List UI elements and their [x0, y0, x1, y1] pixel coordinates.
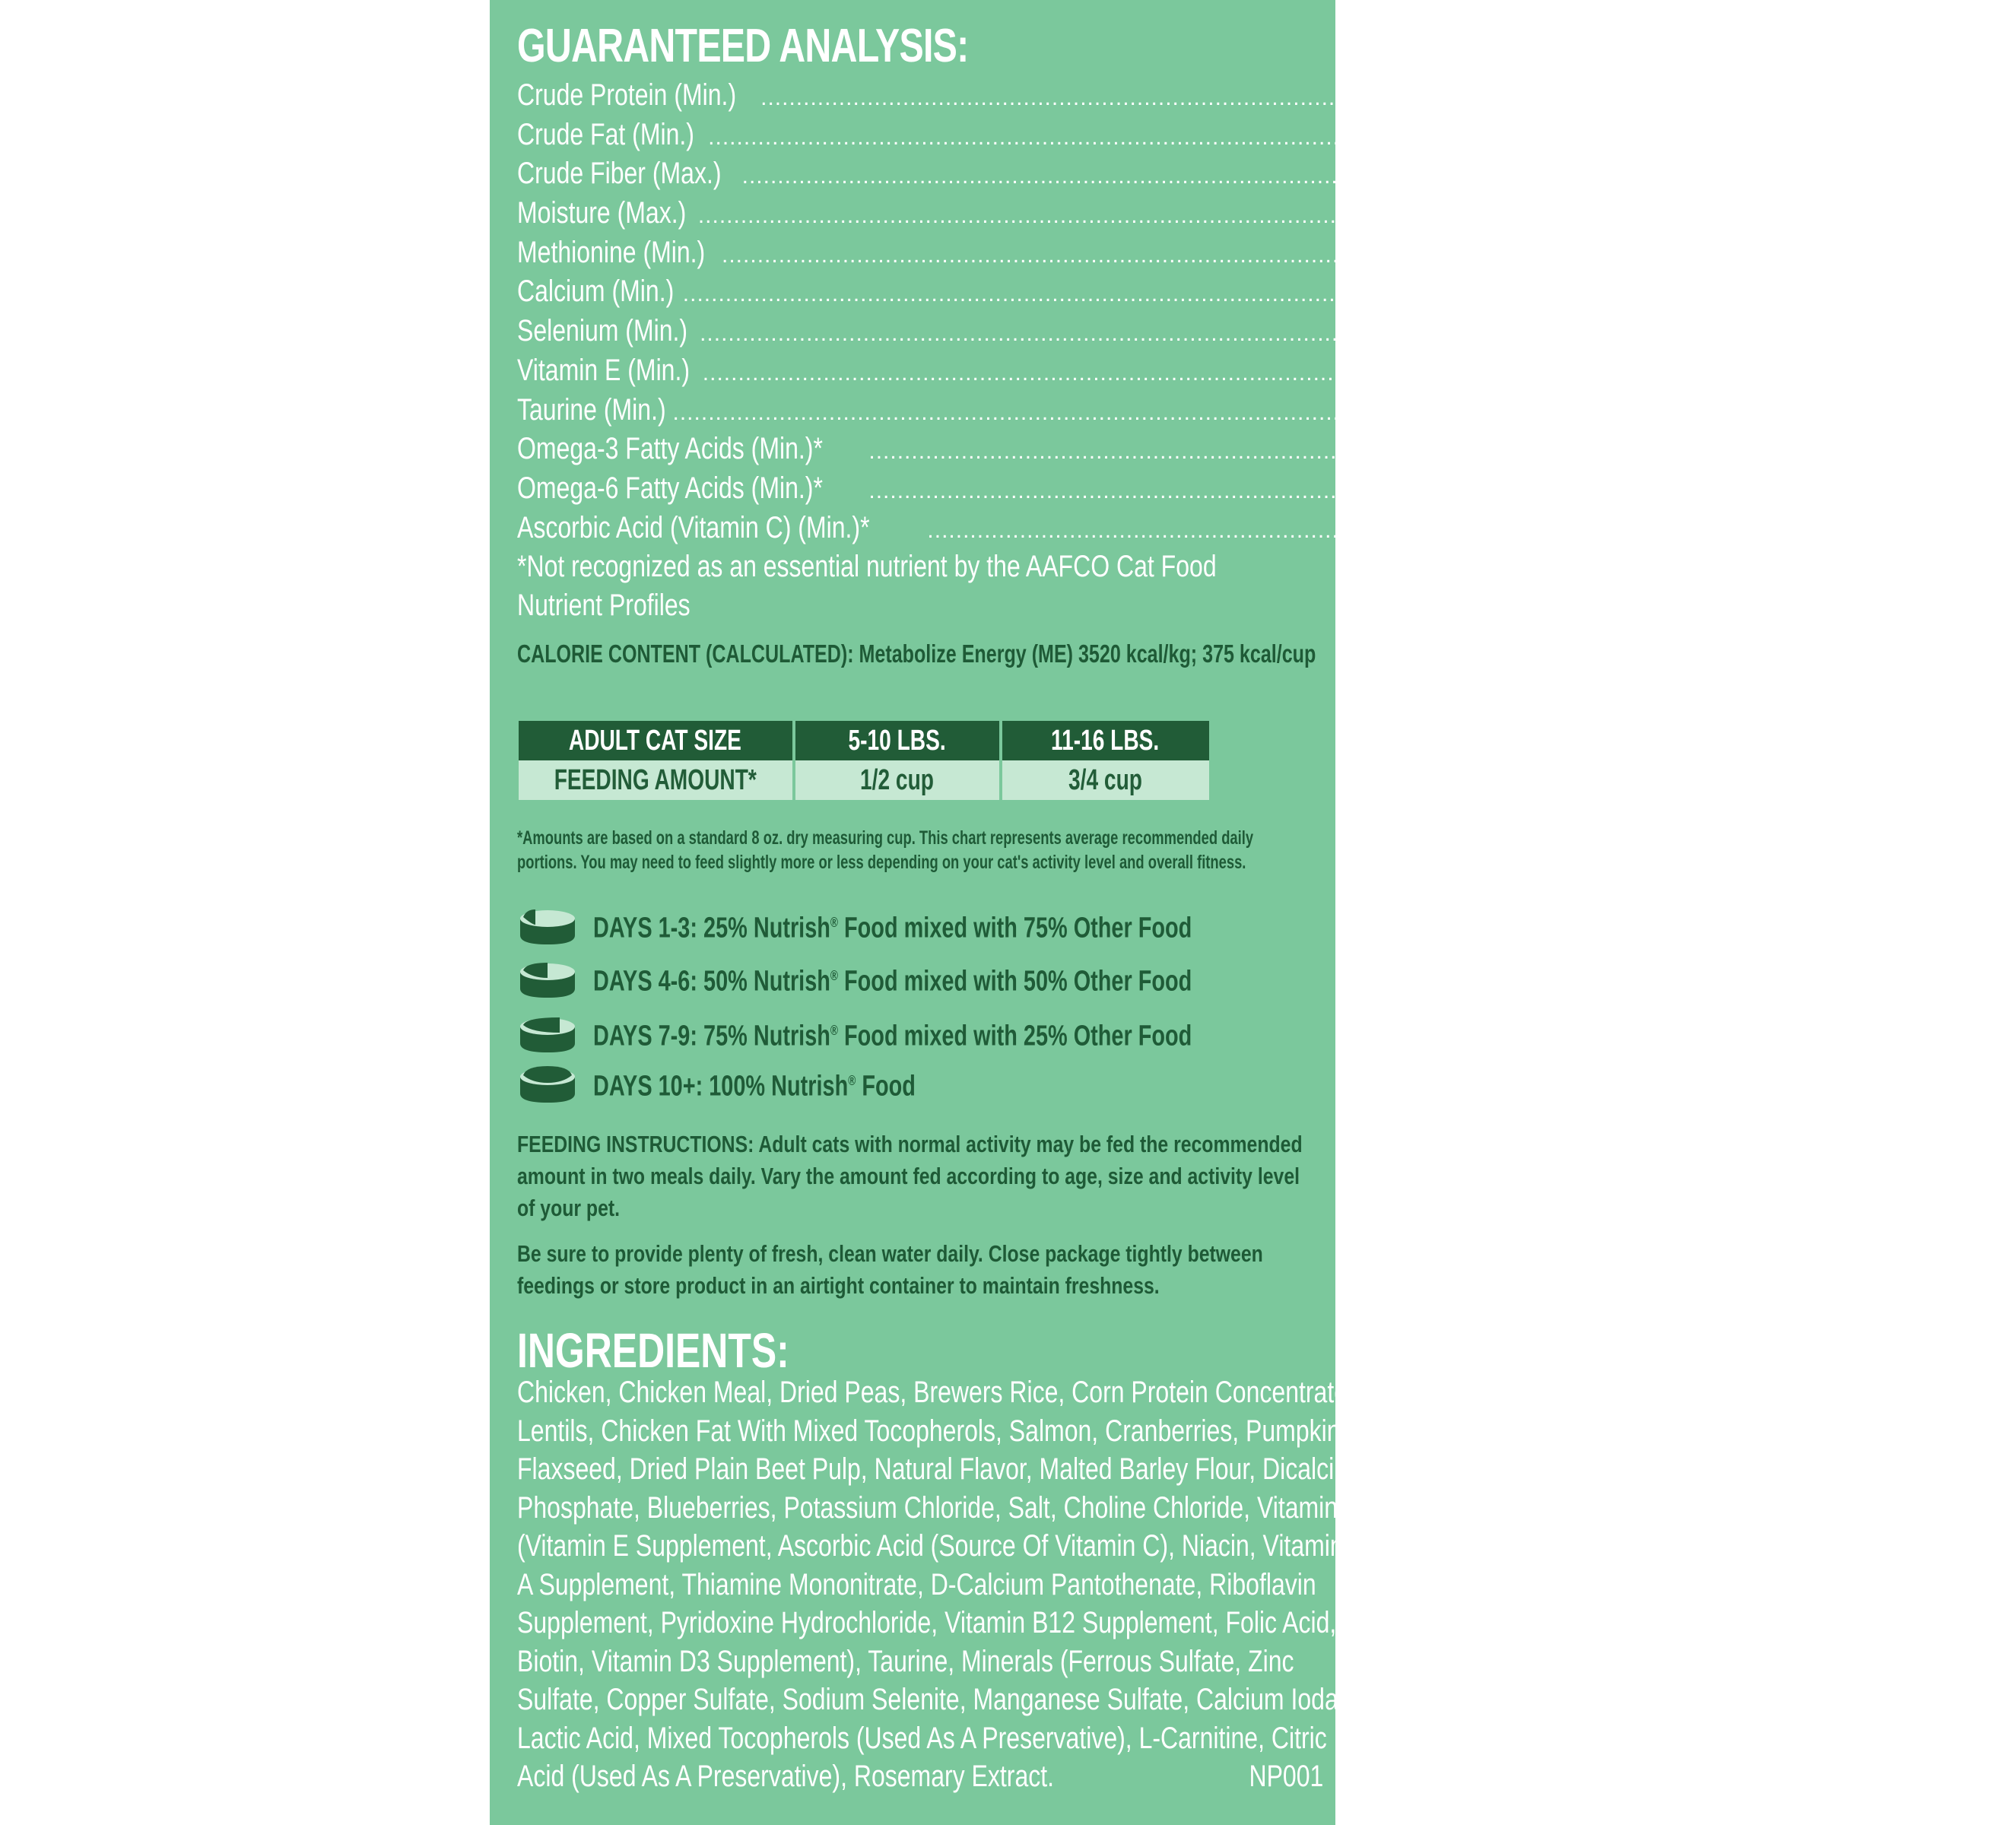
analysis-row — [517, 116, 1758, 155]
analysis-label: Methionine (Min.) — [517, 235, 706, 269]
analysis-label: Vitamin E (Min.) — [517, 353, 691, 387]
analysis-row — [517, 351, 1796, 391]
feeding-table-size: 5-10 LBS. — [795, 721, 999, 760]
feeding-table-row-label: FEEDING AMOUNT* — [519, 760, 792, 800]
analysis-value: 12.0% — [1688, 117, 1758, 151]
analysis-value: 0.12% — [1653, 392, 1722, 427]
analysis-value: 50 mg/kg — [1916, 510, 2016, 544]
ingredients-line: Lactic Acid, Mixed Tocopherols (Used As A Preservative), L-Carnitine, Citric — [517, 1721, 1327, 1755]
analysis-label: Calcium (Min.) — [517, 275, 675, 309]
guaranteed-analysis-title: GUARANTEED ANALYSIS: — [517, 20, 969, 72]
transition-row — [517, 1005, 1323, 1058]
product-code: NP001 — [1249, 1760, 1323, 1793]
analysis-value: 34.0% — [1741, 78, 1811, 112]
ingredients-line: (Vitamin E Supplement, Ascorbic Acid (Source Of Vitamin C), Niacin, Vitamin — [517, 1529, 1344, 1563]
ingredients-line: Acid (Used As A Preservative), Rosemary Extract. NP001 — [517, 1757, 1323, 1796]
analysis-row — [517, 154, 1775, 194]
aafco-note: *Not recognized as an essential nutrient by the AAFCO Cat Food Nutrient Profiles — [517, 550, 1217, 623]
analysis-label: Moisture (Max.) — [517, 196, 687, 230]
dot-leader: ............................................................................................................................................ — [700, 321, 1694, 347]
ingredients-title: INGREDIENTS: — [517, 1323, 789, 1378]
ingredients-line: Phosphate, Blueberries, Potassium Chloride, Salt, Choline Chloride, Vitamins — [517, 1490, 1351, 1525]
analysis-row — [517, 76, 1811, 116]
analysis-row — [517, 509, 2016, 548]
analysis-row — [517, 233, 1772, 273]
dot-leader: ............................................................................................................................................ — [672, 399, 1667, 425]
feeding-table-header-label: ADULT CAT SIZE — [519, 721, 792, 760]
calorie-content: CALORIE CONTENT (CALCULATED): Metabolize Energy (ME) 3520 kcal/kg; 375 kcal/cup — [517, 640, 1316, 668]
ingredients-line: Lentils, Chicken Fat With Mixed Tocopherols, Salmon, Cranberries, Pumpkin, — [517, 1414, 1348, 1448]
registered-mark: ® — [848, 1073, 856, 1088]
transition-text: DAYS 10+: 100% Nutrish® Food — [593, 1070, 916, 1103]
analysis-row — [517, 272, 1716, 312]
label-panel — [490, 0, 2016, 1825]
ingredients-line: Chicken, Chicken Meal, Dried Peas, Brewers Rice, Corn Protein Concentrate, — [517, 1376, 1354, 1409]
analysis-label: Omega-6 Fatty Acids (Min.)* — [517, 471, 823, 505]
analysis-value: 8.0% — [1719, 157, 1775, 191]
analysis-row — [517, 469, 1902, 509]
registered-mark: ® — [830, 915, 839, 930]
analysis-label: Ascorbic Acid (Vitamin C) (Min.)* — [517, 510, 870, 544]
analysis-row — [517, 194, 1731, 233]
analysis-value: 1.5% — [1846, 471, 1902, 505]
ingredients-line: Biotin, Vitamin D3 Supplement), Taurine, Minerals (Ferrous Sulfate, Zinc — [517, 1644, 1294, 1678]
analysis-row — [517, 430, 1919, 469]
dot-leader: ............................................................................................................................................ — [741, 163, 1736, 189]
ingredients-line: Flaxseed, Dried Plain Beet Pulp, Natural Flavor, Malted Barley Flour, Dicalcium — [517, 1452, 1368, 1486]
analysis-value: 9.0% — [1675, 196, 1731, 230]
water-note: Be sure to provide plenty of fresh, clean water daily. Close package tightly between — [517, 1240, 1263, 1267]
analysis-label: Crude Protein (Min.) — [517, 78, 737, 112]
analysis-value: 1.0% — [1659, 275, 1716, 309]
dot-leader: ............................................................................................................................................ — [708, 124, 1703, 150]
analysis-row — [517, 391, 1722, 430]
feeding-table-amount: 1/2 cup — [795, 760, 999, 800]
feeding-table-size: 11-16 LBS. — [1002, 721, 1209, 760]
dot-leader: ............................................................................................................................................ — [868, 478, 1863, 503]
transition-row — [517, 1055, 1323, 1109]
registered-mark: ® — [830, 968, 839, 983]
feeding-table-amount: 3/4 cup — [1002, 760, 1209, 800]
feeding-footnote: *Amounts are based on a standard 8 oz. dry measuring cup. This chart represents average recommended daily portions. You may need to feed slightly more or less depending on your cat's activity level and overall fitness. — [517, 827, 1254, 873]
ingredients-list — [517, 1373, 1373, 1796]
food-bowl-icon — [517, 1060, 578, 1106]
guaranteed-analysis-list — [517, 76, 2016, 548]
food-bowl-icon — [517, 1010, 578, 1055]
dot-leader: ............................................................................................................................................ — [697, 203, 1692, 229]
analysis-label: Selenium (Min.) — [517, 314, 688, 348]
ingredients-line: Sulfate, Copper Sulfate, Sodium Selenite, Manganese Sulfate, Calcium Iodate), — [517, 1683, 1373, 1716]
transition-text: DAYS 4-6: 50% Nutrish® Food mixed with 50% Other Food — [593, 965, 1192, 998]
dot-leader: ............................................................................................................................................ — [702, 360, 1697, 386]
transition-text: DAYS 7-9: 75% Nutrish® Food mixed with 25% Other Food — [593, 1020, 1192, 1052]
analysis-value: 0.62% — [1702, 235, 1772, 269]
analysis-value: 135 IU/kg — [1691, 353, 1796, 387]
analysis-label: Crude Fiber (Max.) — [517, 157, 722, 191]
registered-mark: ® — [830, 1023, 839, 1038]
food-bowl-icon — [517, 955, 578, 1001]
analysis-value: 0.5 mg/kg — [1690, 314, 1797, 348]
ingredients-line: A Supplement, Thiamine Mononitrate, D-Calcium Pantothenate, Riboflavin — [517, 1567, 1316, 1601]
transition-row — [517, 897, 1323, 951]
analysis-value: 0.48% — [1849, 432, 1919, 466]
food-bowl-icon — [517, 902, 578, 947]
ingredients-line: Supplement, Pyridoxine Hydrochloride, Vitamin B12 Supplement, Folic Acid, — [517, 1606, 1337, 1639]
dot-leader: ............................................................................................................................................ — [682, 281, 1677, 307]
analysis-label: Crude Fat (Min.) — [517, 117, 694, 151]
dot-leader: ............................................................................................................................................ — [868, 439, 1863, 465]
analysis-row — [517, 312, 1797, 351]
transition-text: DAYS 1-3: 25% Nutrish® Food mixed with 75% Other Food — [593, 912, 1192, 944]
dot-leader: ............................................................................................................................................ — [722, 242, 1716, 268]
dot-leader: ............................................................................................................................................ — [760, 85, 1755, 110]
feeding-table — [516, 721, 1212, 800]
dot-leader: ............................................................................................................................................ — [927, 517, 1922, 543]
analysis-label: Omega-3 Fatty Acids (Min.)* — [517, 432, 823, 466]
feeding-instructions: FEEDING INSTRUCTIONS: Adult cats with normal activity may be fed the recommended amount in two meals daily. Vary the amount fed according to age, size and activity level of your pet. Be sure to provide plenty of fresh, clean water daily. Close package tightly between feedings or store product in an airtight container to maintain freshness. — [517, 1128, 1323, 1302]
analysis-label: Taurine (Min.) — [517, 392, 666, 427]
transition-row — [517, 951, 1323, 1004]
